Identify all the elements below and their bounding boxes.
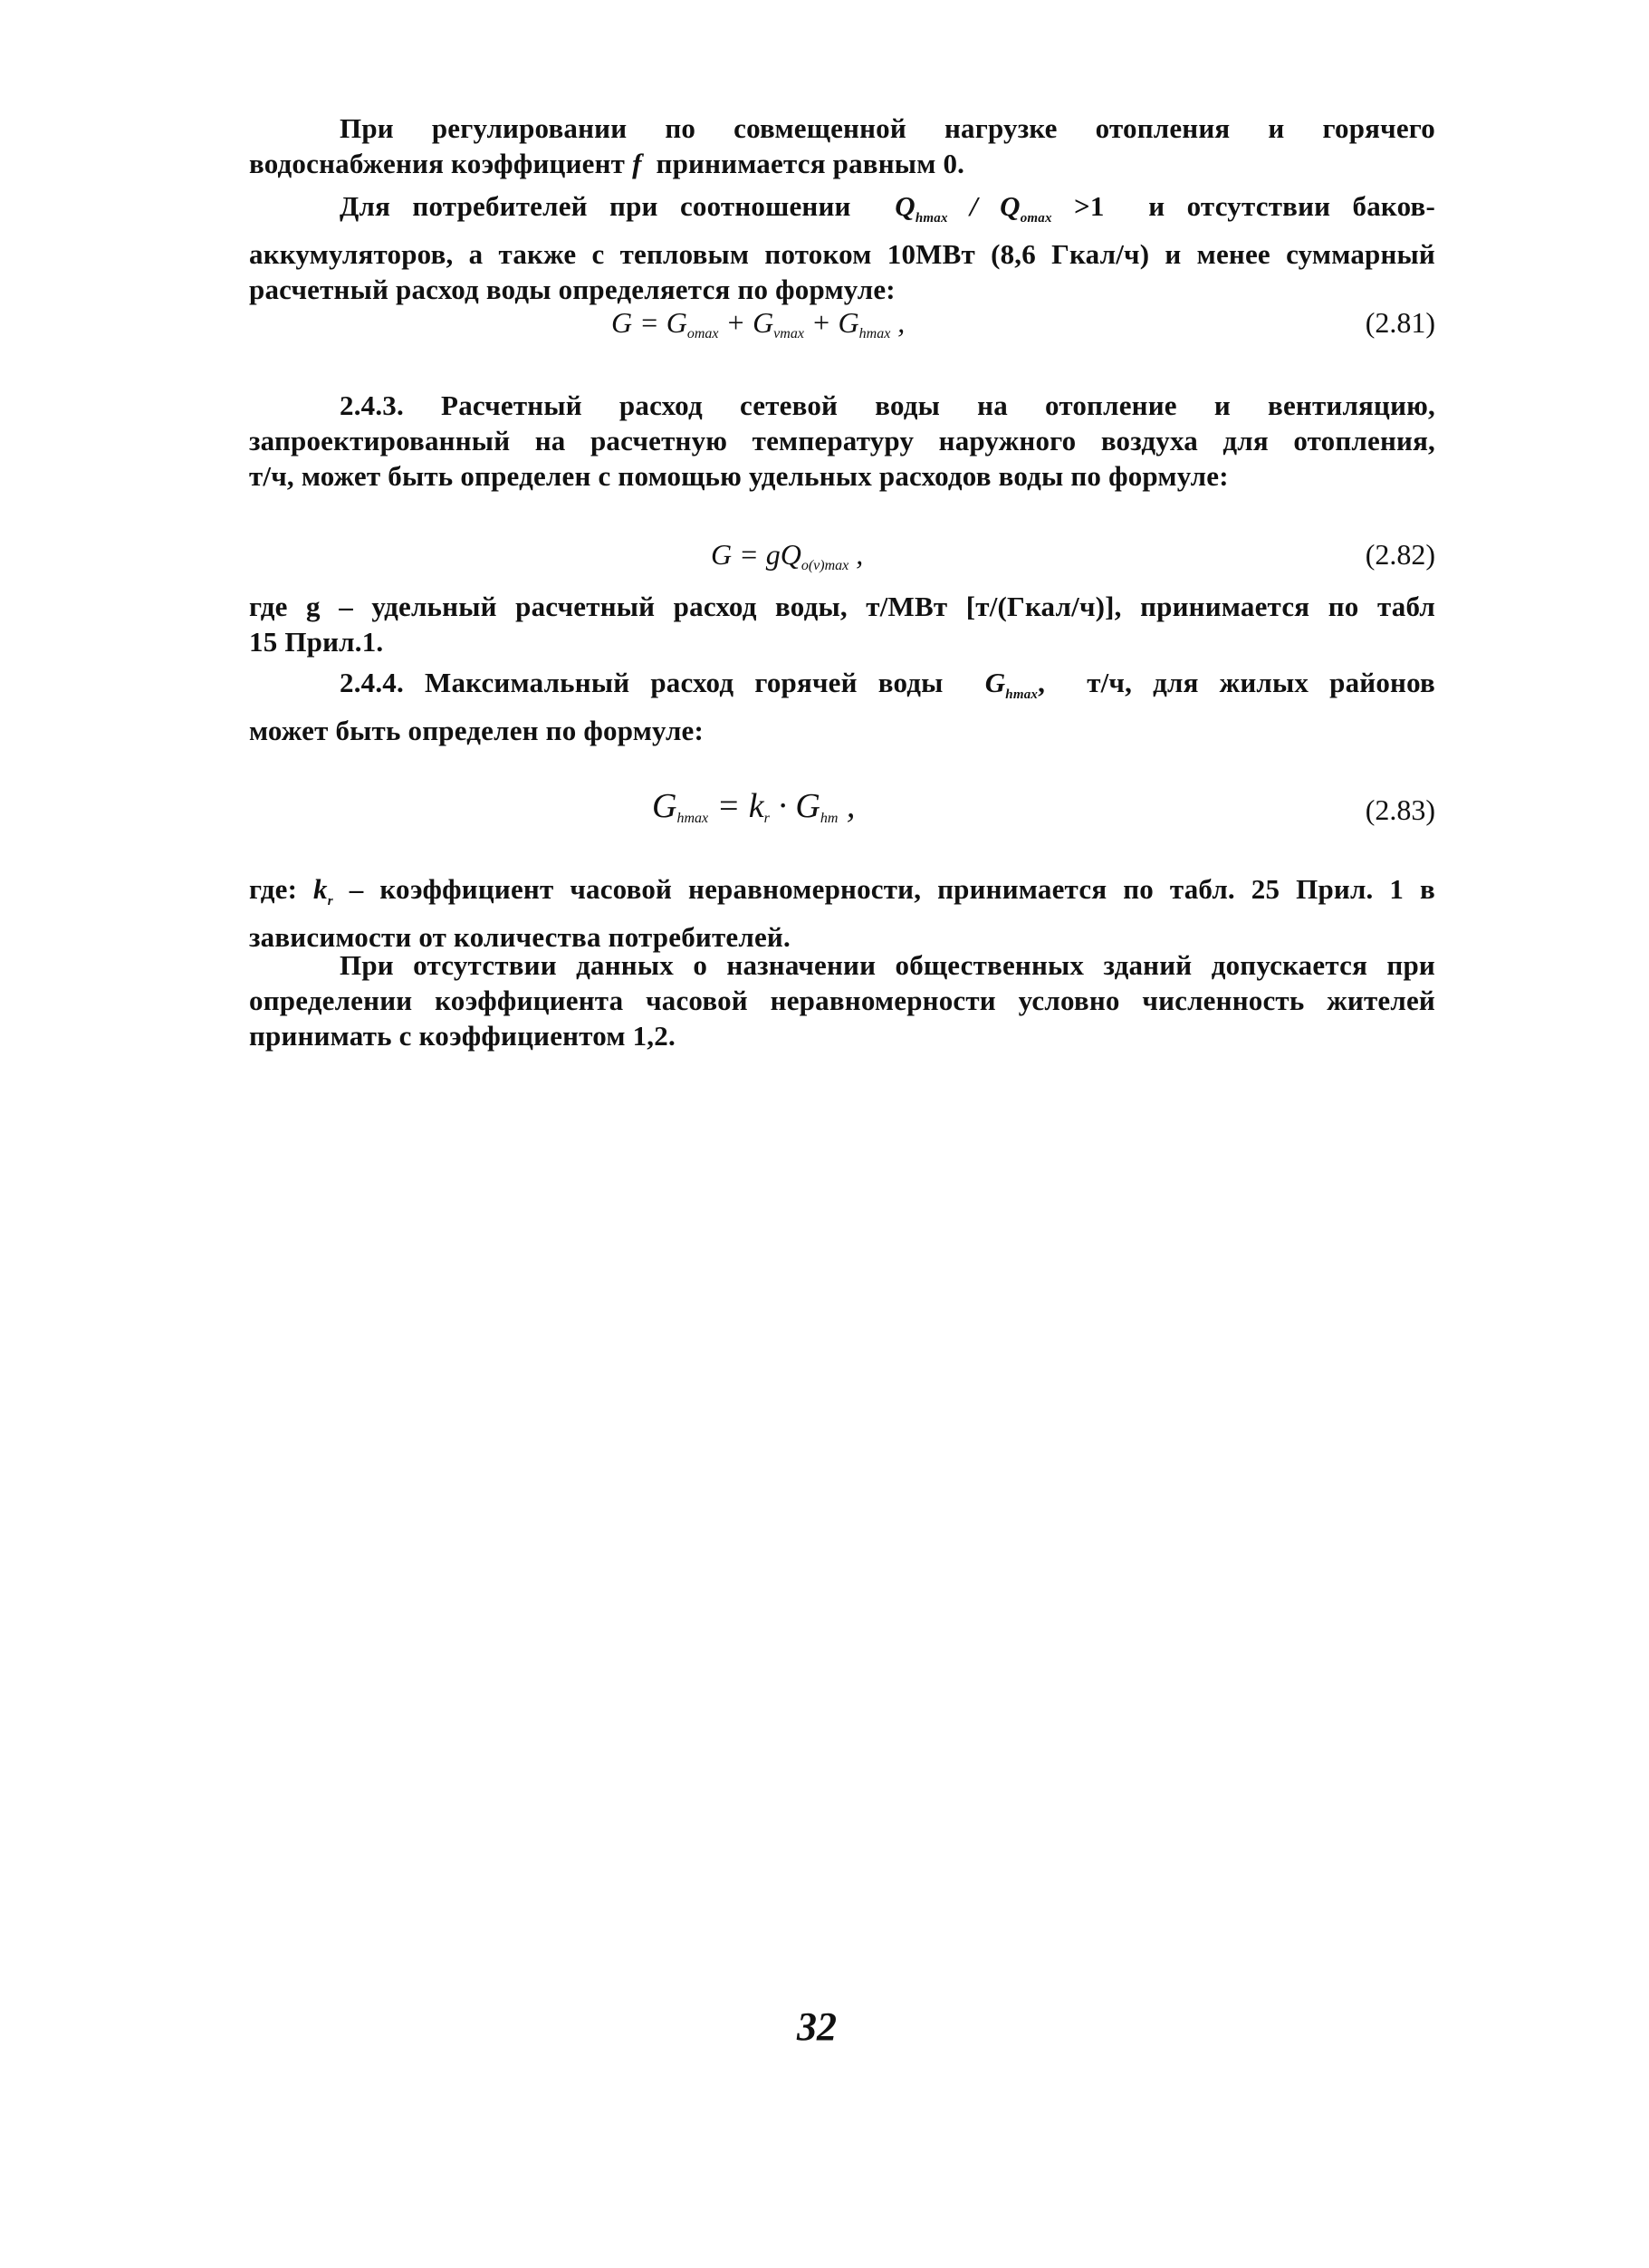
equation-number: (2.82) (1365, 538, 1435, 571)
formula-2-81-row (249, 306, 1435, 360)
paragraph-kr-definition: где: $k_r$ – коэффициент часовой неравномерности, принимается по табл. 25 Прил. 1 в зависимости от количества потребителей. (249, 873, 1435, 954)
equation-number: (2.81) (1365, 306, 1435, 339)
paragraph-heating-regulation: При регулировании по совмещенной нагрузке отопления и горячего водоснабжения коэффициент f принимается равным 0. (249, 112, 1435, 179)
formula-2-81: $G = G_{omax} + G_{vmax} + G_{hmax}$ , (611, 306, 906, 341)
equation-number: (2.83) (1365, 793, 1435, 826)
paragraph-g-definition: где g – удельный расчетный расход воды, т/МВт [т/(Гкал/ч)], принимается по табл 15 Прил.1. (249, 591, 1435, 658)
formula-2-83: $G_{hmax} = k_r \cdot G_{hm}$ , (652, 787, 856, 826)
formula-2-82-row (249, 538, 1435, 592)
formula-2-83-row (249, 786, 1435, 841)
paragraph-consumers-ratio: Для потребителей при соотношении $Q_{hmax} / Q_{omax} >1$ и отсутствии баков- аккумуляторов, а также с тепловым потоком 10МВт (8,6 Гкал/ч) и менее суммарный расчетный расход воды определяется по формуле: (249, 190, 1435, 306)
page-number: 32 (797, 2004, 837, 2049)
paragraph-public-buildings: При отсутствии данных о назначении общественных зданий допускается при определении коэффициента часовой неравномерности условно численность жителей принимать с коэффициентом 1,2. (249, 949, 1435, 1052)
paragraph-2-4-3: 2.4.3. Расчетный расход сетевой воды на отопление и вентиляцию, запроектированный на расчетную температуру наружного воздуха для отопления, т/ч, может быть определен с помощью удельных расходов воды по формуле: (249, 389, 1435, 492)
paragraph-2-4-4: 2.4.4. Максимальный расход горячей воды $G_{hmax}$, т/ч, для жилых районов может быть определен по формуле: (249, 667, 1435, 747)
formula-2-82: $G = gQ_{o(v)max}$ , (711, 538, 864, 573)
